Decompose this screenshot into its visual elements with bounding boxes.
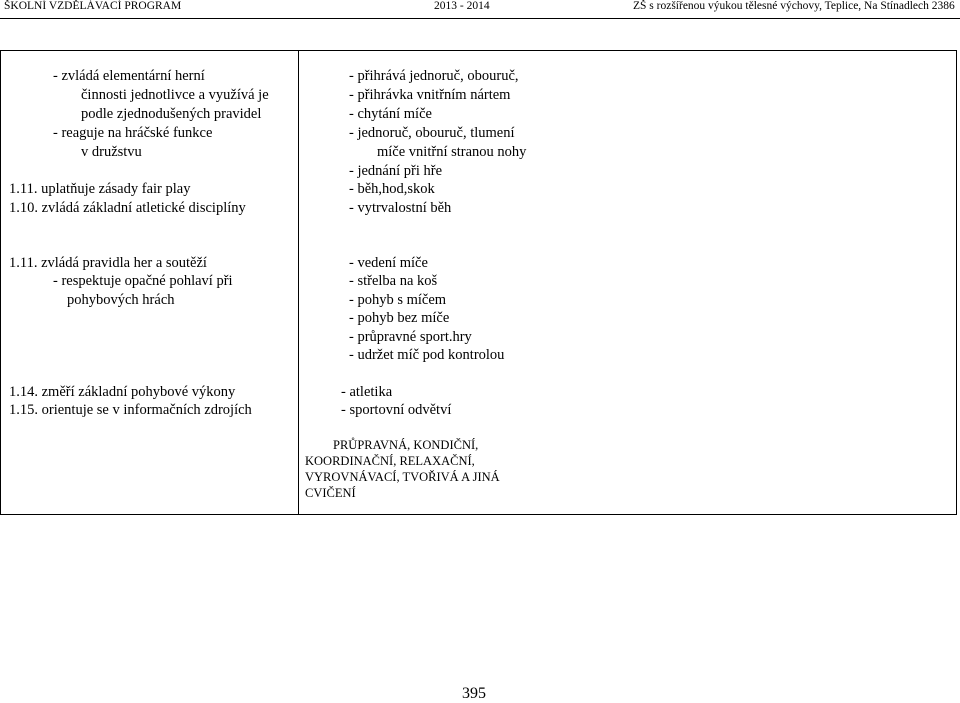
curriculum-table: [0, 50, 957, 515]
header-divider: [0, 18, 960, 19]
content-line: - sportovní odvětví: [341, 402, 452, 418]
note-line: VYROVNÁVACÍ, TVOŘIVÁ A JINÁ: [305, 470, 500, 484]
outcome-line: 1.15. orientuje se v informačních zdrojích: [9, 402, 252, 418]
header-school-program: ŠKOLNÍ VZDĚLÁVACÍ PROGRAM: [4, 0, 182, 12]
content-line: - vedení míče: [349, 255, 428, 271]
content-line: - průpravné sport.hry: [349, 329, 472, 345]
outcome-line: - reaguje na hráčské funkce: [53, 125, 213, 141]
outcome-line: - respektuje opačné pohlaví při: [53, 273, 233, 289]
outcome-line: - zvládá elementární herní: [53, 68, 205, 84]
content-line: - pohyb s míčem: [349, 292, 447, 308]
outcome-line: 1.11. zvládá pravidla her a soutěží: [9, 255, 207, 271]
note-line: CVIČENÍ: [305, 486, 356, 500]
outcome-line: podle zjednodušených pravidel: [81, 106, 262, 122]
content-line: - pohyb bez míče: [349, 310, 450, 326]
content-line: - jednoruč, obouruč, tlumení: [349, 125, 515, 141]
content-line: - vytrvalostní běh: [349, 200, 452, 216]
content-line: - udržet míč pod kontrolou: [349, 347, 505, 363]
outcome-line: v družstvu: [81, 144, 142, 160]
content-line: - běh,hod,skok: [349, 181, 435, 197]
content-line: - chytání míče: [349, 106, 432, 122]
header-school-year: 2013 - 2014: [434, 0, 490, 12]
content-line: míče vnitřní stranou nohy: [377, 144, 527, 160]
outcome-line: 1.11. uplatňuje zásady fair play: [9, 181, 191, 197]
outcome-line: 1.14. změří základní pohybové výkony: [9, 384, 236, 400]
content-line: - atletika: [341, 384, 393, 400]
column-divider: [298, 51, 299, 514]
note-line: KOORDINAČNÍ, RELAXAČNÍ,: [305, 454, 475, 468]
content-line: - přihrává jednoruč, obouruč,: [349, 68, 519, 84]
content-line: - střelba na koš: [349, 273, 438, 289]
header-school-name: ZŠ s rozšířenou výukou tělesné výchovy, Teplice, Na Stínadlech 2386: [633, 0, 955, 12]
outcome-line: činnosti jednotlivce a využívá je: [81, 87, 269, 103]
content-line: - přihrávka vnitřním nártem: [349, 87, 511, 103]
page-number: 395: [462, 685, 486, 702]
outcome-line: 1.10. zvládá základní atletické disciplíny: [9, 200, 246, 216]
note-line: PRŮPRAVNÁ, KONDIČNÍ,: [333, 438, 479, 452]
content-line: - jednání při hře: [349, 163, 443, 179]
outcome-line: pohybových hrách: [67, 292, 175, 308]
